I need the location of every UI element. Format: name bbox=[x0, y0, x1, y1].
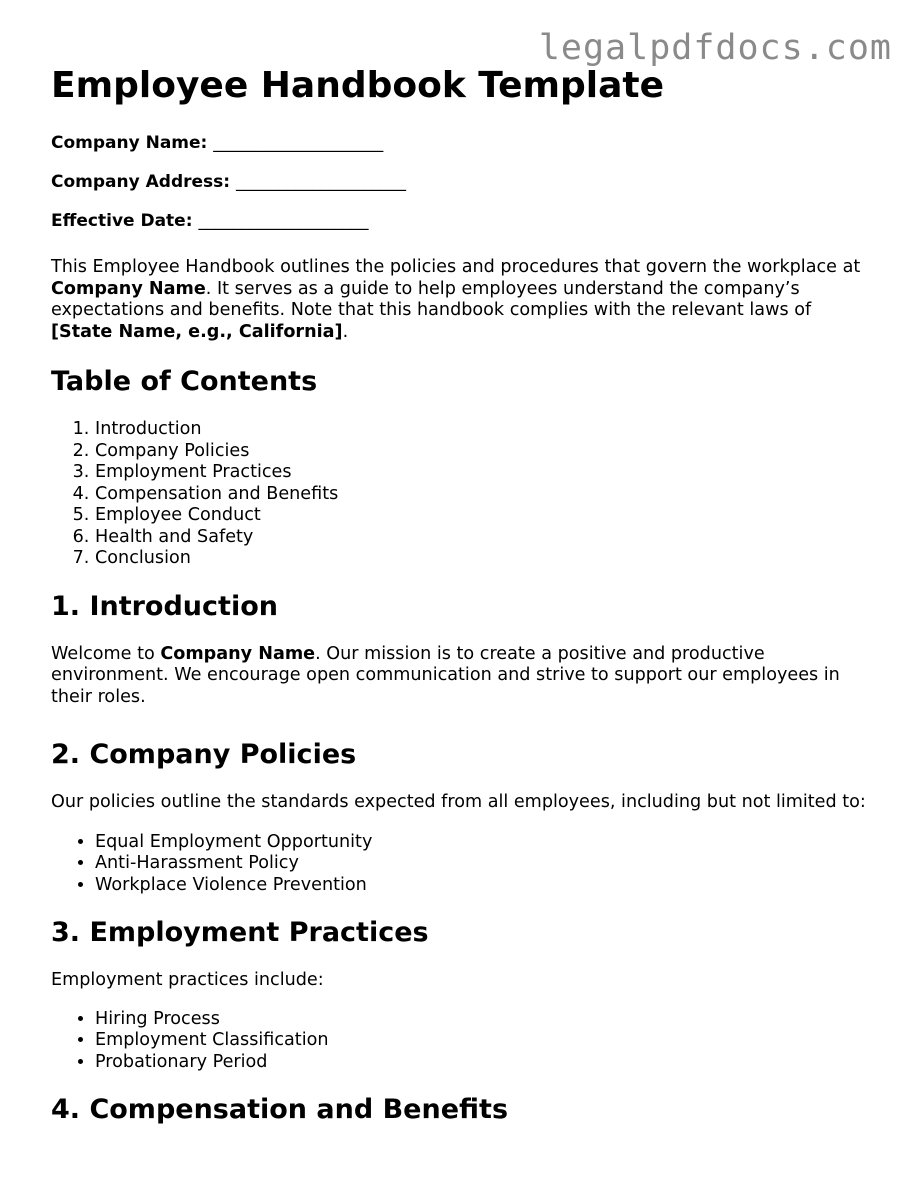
introduction-paragraph: Welcome to Company Name. Our mission is to create a positive and productive environment. We encourage open communication and strive to support our employees in their roles. bbox=[51, 643, 840, 707]
company-name-ref: Company Name bbox=[51, 278, 206, 299]
state-name-ref: [State Name, e.g., California] bbox=[51, 321, 343, 342]
list-item: • Anti-Harassment Policy bbox=[95, 853, 866, 875]
list-item: • Employment Classification bbox=[95, 1030, 866, 1052]
toc-item: 5. Employee Conduct bbox=[95, 505, 866, 527]
toc-heading: Table of Contents bbox=[51, 366, 318, 397]
field-blank: ____________________ bbox=[235, 172, 406, 192]
document-title: Employee Handbook Template bbox=[51, 65, 665, 106]
watermark: legalpdfdocs.com bbox=[538, 28, 892, 68]
toc-item: 7. Conclusion bbox=[95, 548, 866, 570]
policies-list bbox=[51, 832, 866, 897]
policies-paragraph: Our policies outline the standards expected from all employees, including but not limited to: bbox=[51, 792, 866, 812]
practices-paragraph: Employment practices include: bbox=[51, 970, 324, 990]
list-item: • Workplace Violence Prevention bbox=[95, 875, 866, 897]
field-label: Company Name: bbox=[51, 133, 208, 153]
list-item: • Equal Employment Opportunity bbox=[95, 832, 866, 854]
section-heading-compensation: 4. Compensation and Benefits bbox=[51, 1094, 509, 1125]
company-name-field bbox=[51, 132, 866, 154]
company-address-field bbox=[51, 171, 866, 193]
field-label: Company Address: bbox=[51, 172, 231, 192]
effective-date-field bbox=[51, 210, 866, 232]
section-heading-practices: 3. Employment Practices bbox=[51, 917, 429, 948]
practices-list bbox=[51, 1009, 866, 1074]
toc-item: 6. Health and Safety bbox=[95, 527, 866, 549]
list-item: • Hiring Process bbox=[95, 1009, 866, 1031]
document-page bbox=[51, 62, 866, 1127]
intro-paragraph: This Employee Handbook outlines the policies and procedures that govern the workplace at Company Name. It serves as a guide to help employees understand the company’s expectations and benefits. Note that this handbook complies with the relevant laws of [State Name, e.g., California]. bbox=[51, 257, 861, 342]
list-item: • Probationary Period bbox=[95, 1052, 866, 1074]
toc-item: 1. Introduction bbox=[95, 419, 866, 441]
company-name-ref: Company Name bbox=[160, 643, 316, 664]
field-label: Effective Date: bbox=[51, 211, 193, 231]
toc-item: 4. Compensation and Benefits bbox=[95, 484, 866, 506]
toc-item: 2. Company Policies bbox=[95, 441, 866, 463]
section-heading-introduction: 1. Introduction bbox=[51, 590, 278, 622]
toc-item: 3. Employment Practices bbox=[95, 462, 866, 484]
section-heading-policies: 2. Company Policies bbox=[51, 739, 357, 770]
toc-list bbox=[51, 419, 866, 570]
field-blank: ____________________ bbox=[198, 211, 369, 231]
field-blank: ____________________ bbox=[213, 133, 384, 153]
